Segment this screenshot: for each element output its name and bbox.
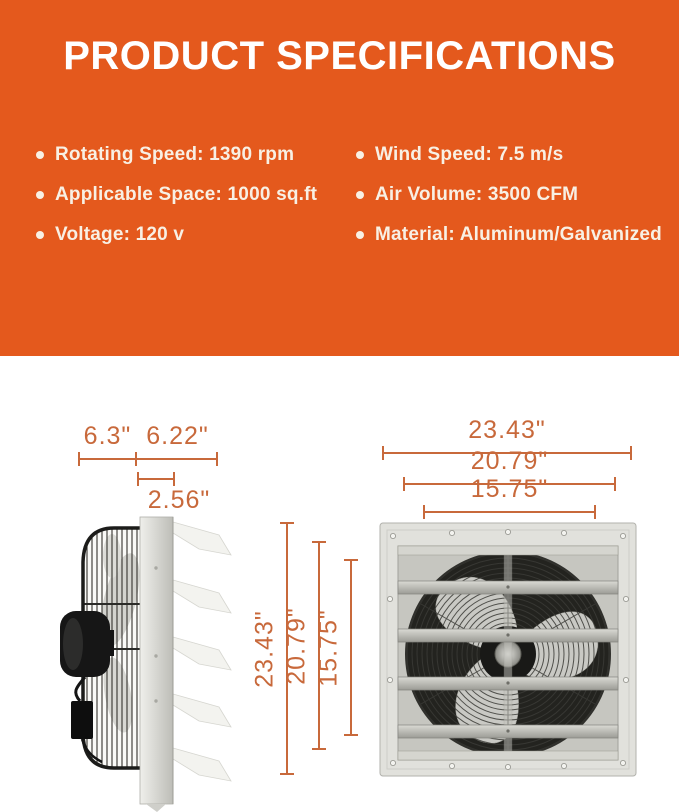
spec-item (36, 215, 336, 255)
bullet-dot-icon (36, 151, 44, 159)
spec-item (356, 215, 676, 255)
dim-label-flange: 6.3" (83, 422, 132, 450)
bullet-dot-icon (356, 231, 364, 239)
dim-label-shutter-depth: 6.22" (146, 422, 209, 450)
spec-text: Air Volume: 3500 CFM (375, 184, 579, 205)
dim-label: 23.43" (250, 609, 279, 688)
shutter-blades (173, 522, 231, 781)
spec-text: Rotating Speed: 1390 rpm (55, 144, 295, 165)
dim-label: 15.75" (470, 475, 549, 503)
bullet-dot-icon (36, 231, 44, 239)
dim-label: 23.43" (468, 416, 546, 444)
spec-text: Applicable Space: 1000 sq.ft (55, 184, 318, 205)
front-width-dimension-inner (423, 477, 596, 513)
dim-label: 20.79" (282, 606, 311, 685)
side-depth-dimension (137, 472, 211, 514)
motor (60, 611, 114, 677)
header-band (0, 0, 679, 356)
dim-label-panel-depth: 2.56" (147, 486, 211, 514)
dim-label: 15.75" (314, 608, 343, 687)
dimension-line (423, 511, 596, 513)
side-width-dimension (78, 424, 218, 460)
bullet-dot-icon (356, 191, 364, 199)
side-view-drawing (55, 505, 240, 812)
spec-text: Voltage: 120 v (55, 224, 185, 245)
dimension-line (78, 458, 218, 460)
front-height-dimension-inner (314, 559, 352, 736)
mounting-panel (140, 517, 173, 812)
spec-text: Wind Speed: 7.5 m/s (375, 144, 564, 165)
dim-label: 20.79" (470, 447, 549, 475)
spec-text: Material: Aluminum/Galvanized (375, 224, 662, 245)
page-title: PRODUCT SPECIFICATIONS (63, 34, 616, 78)
bullet-dot-icon (356, 151, 364, 159)
spec-list-left (36, 135, 336, 255)
spec-item (36, 135, 336, 175)
dimension-line (137, 478, 175, 480)
spec-item (356, 135, 676, 175)
spec-item (36, 175, 336, 215)
spec-item (356, 175, 676, 215)
bullet-dot-icon (36, 191, 44, 199)
spec-list-right (356, 135, 676, 255)
front-view-drawing (375, 515, 645, 785)
